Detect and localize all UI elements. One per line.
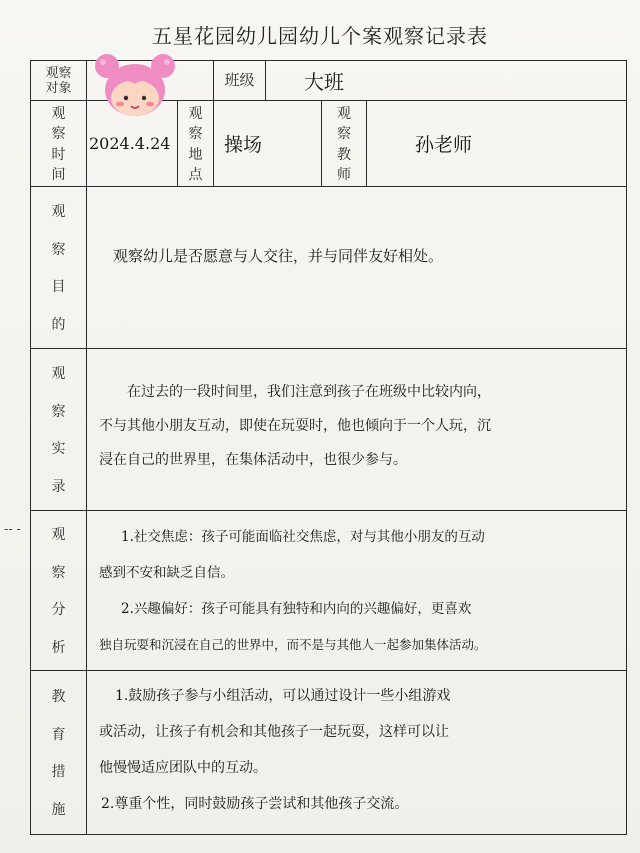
analysis-line: 2.兴趣偏好：孩子可能具有独特和内向的兴趣偏好，更喜欢 (121, 600, 472, 617)
page-title: 五星花园幼儿园幼儿个案观察记录表 (152, 24, 488, 48)
value-record (87, 349, 627, 511)
measures-line: 或活动，让孩子有机会和其他孩子一起玩耍，这样可以让 (99, 723, 449, 740)
hair-highlight (100, 59, 106, 65)
observation-form (30, 60, 627, 835)
record-line: 浸在自己的世界里，在集体活动中，也很少参与。 (99, 451, 407, 468)
value-measures (87, 671, 627, 835)
measures-line: 他慢慢适应团队中的互动。 (99, 759, 267, 776)
measures-line: 1.鼓励孩子参与小组活动，可以通过设计一些小组游戏 (115, 687, 451, 704)
hair-highlight (164, 59, 170, 65)
cheek-left (116, 102, 124, 107)
label-place: 观 察 地 点 (178, 101, 214, 187)
analysis-line: 独自玩耍和沉浸在自己的世界中，而不是与其他人一起参加集体活动。 (99, 636, 487, 652)
label-analysis: 观 察 分 析 (31, 511, 87, 671)
value-place: 操场 (214, 101, 322, 187)
label-purpose: 观 察 目 的 (31, 187, 87, 349)
record-line: 不与其他小朋友互动，即使在玩耍时，他也倾向于一个人玩，沉 (99, 417, 491, 434)
margin-mark: -- - (4, 522, 21, 536)
girl-face-sticker (93, 48, 177, 120)
label-subject: 观察对象 (31, 61, 87, 101)
eye-left (124, 96, 128, 100)
analysis-line: 1.社交焦虑：孩子可能面临社交焦虑，对与其他小朋友的互动 (121, 528, 485, 545)
value-analysis (87, 511, 627, 671)
value-teacher: 孙老师 (367, 101, 627, 187)
label-record: 观 察 实 录 (31, 349, 87, 511)
face (111, 80, 159, 116)
value-purpose: 观察幼儿是否愿意与人交往，并与同伴友好相处。 (87, 187, 627, 349)
measures-line: 2.尊重个性，同时鼓励孩子尝试和其他孩子交流。 (101, 795, 409, 812)
analysis-line: 感到不安和缺乏自信。 (99, 564, 234, 581)
label-teacher: 观 察 教 师 (322, 101, 367, 187)
value-class: 大班 (266, 61, 627, 101)
record-line: 在过去的一段时间里，我们注意到孩子在班级中比较内向， (127, 383, 491, 400)
eye-right (142, 96, 146, 100)
label-measures: 教 育 措 施 (31, 671, 87, 835)
value-time: 2024.4.24 (87, 101, 178, 187)
cheek-right (146, 102, 154, 107)
label-time: 观 察 时 间 (31, 101, 87, 187)
label-class: 班级 (214, 61, 266, 101)
